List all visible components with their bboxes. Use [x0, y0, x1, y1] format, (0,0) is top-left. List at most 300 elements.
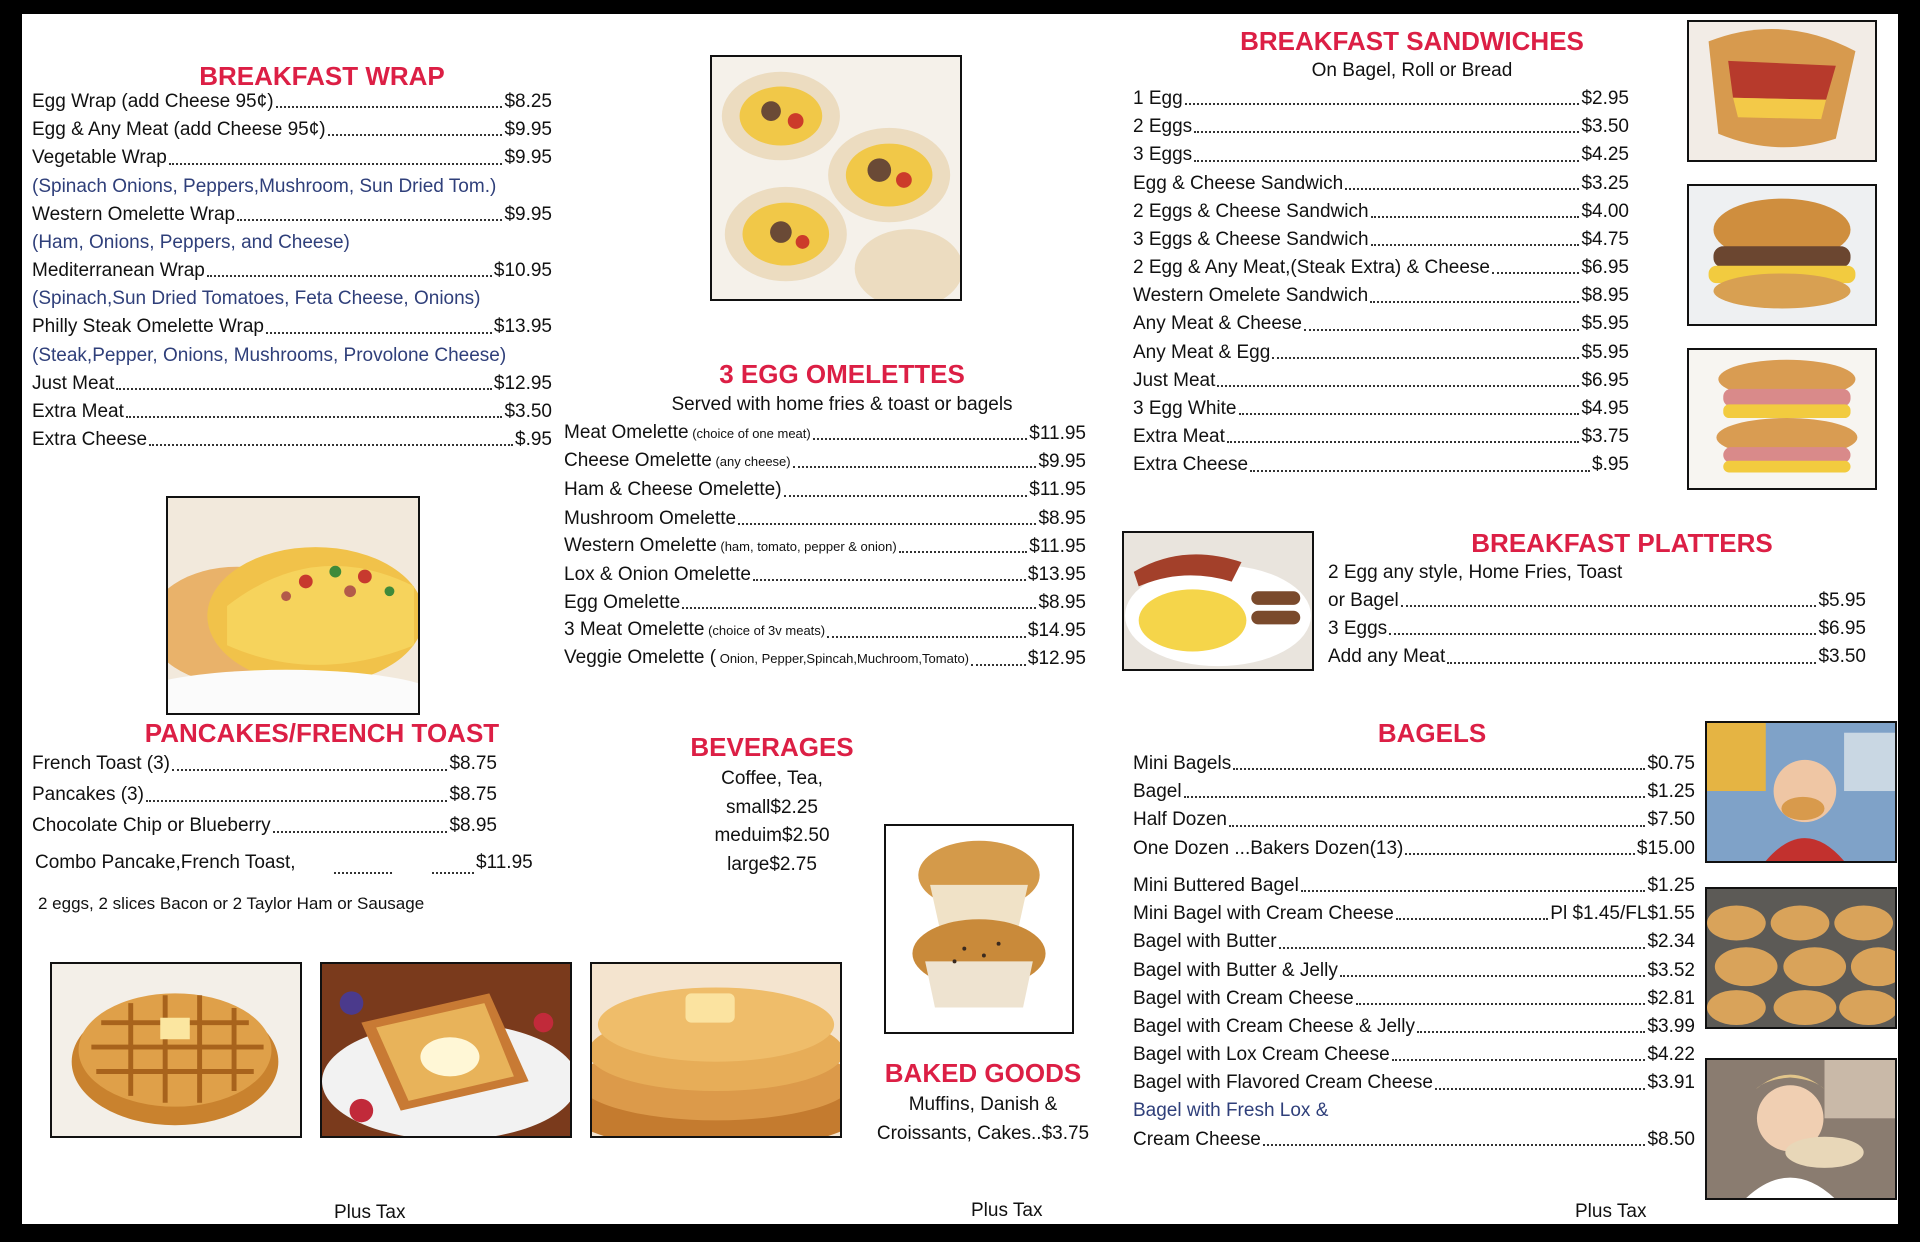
dot-leader	[1435, 1088, 1646, 1090]
menu-item-name	[1133, 1069, 1433, 1097]
menu-item-price: $2.81	[1647, 987, 1695, 1009]
menu-note	[32, 229, 552, 257]
menu-item-price: $3.75	[1581, 426, 1629, 448]
omelettes-title: 3 EGG OMELETTES	[719, 359, 965, 389]
bagels-list	[1133, 750, 1695, 863]
menu-item-name	[32, 313, 264, 341]
menu-item-price: $5.95	[1818, 589, 1866, 611]
menu-item	[1133, 367, 1629, 395]
pancakes-list	[32, 748, 497, 841]
bacon-sandwich-photo	[1687, 20, 1877, 162]
dot-leader	[1389, 633, 1816, 635]
dot-leader	[971, 664, 1026, 666]
sandwiches-list	[1133, 85, 1629, 480]
french-toast-photo	[320, 962, 572, 1138]
menu-item-label: Western Omelette	[564, 534, 717, 556]
menu-item-label: Ham & Cheese Omelette)	[564, 479, 782, 501]
menu-item-price: $4.95	[1581, 398, 1629, 420]
menu-item-price: $6.95	[1581, 257, 1629, 279]
menu-item-label: Mediterranean Wrap	[32, 260, 205, 282]
ham-sandwich-photo	[1687, 348, 1877, 490]
dot-leader	[1401, 605, 1817, 607]
menu-item-name	[1133, 339, 1270, 367]
dot-leader	[1279, 947, 1646, 949]
menu-item	[1133, 423, 1629, 451]
menu-item-name	[564, 505, 736, 533]
menu-item	[1133, 451, 1629, 479]
menu-note	[1133, 1098, 1695, 1126]
dot-leader	[1227, 441, 1580, 443]
menu-item-label: Cheese Omelette	[564, 450, 712, 472]
menu-item-name	[32, 748, 170, 779]
omelettes-list	[564, 420, 1086, 674]
menu-item	[564, 617, 1086, 645]
menu-item-label: Mini Bagel with Cream Cheese	[1133, 903, 1394, 925]
dot-leader	[1272, 357, 1579, 359]
menu-item-price: $9.95	[504, 203, 552, 225]
menu-item	[32, 810, 497, 841]
menu-note-text: (Spinach,Sun Dried Tomatoes, Feta Cheese, Onions)	[32, 288, 481, 310]
info-line: Croissants, Cakes..$3.75	[876, 1122, 1090, 1144]
menu-note	[32, 173, 552, 201]
menu-item-label: or Bagel	[1328, 589, 1399, 611]
dot-leader	[237, 219, 502, 221]
menu-note-text: Bagel with Fresh Lox &	[1133, 1100, 1329, 1122]
omelettes-subtitle: Served with home fries & toast or bagels	[671, 394, 1013, 415]
combo-name: Combo Pancake,French Toast,	[35, 852, 296, 873]
dot-leader	[273, 831, 448, 833]
menu-item	[1133, 339, 1629, 367]
combo-leader-2	[432, 872, 474, 874]
menu-item-label: Philly Steak Omelette Wrap	[32, 316, 264, 338]
menu-item	[1133, 254, 1629, 282]
plus-tax-left: Plus Tax	[334, 1202, 406, 1223]
menu-item	[564, 533, 1086, 561]
menu-item-price: $8.95	[1581, 285, 1629, 307]
menu-item-name	[1133, 113, 1192, 141]
menu-item-price: $12.95	[493, 372, 552, 394]
menu-item	[1133, 985, 1695, 1013]
omelette-photo	[166, 496, 420, 715]
menu-item-name	[1133, 395, 1237, 423]
bagels-tray-photo	[1705, 887, 1897, 1029]
menu-item-label: 3 Eggs & Cheese Sandwich	[1133, 228, 1369, 250]
pancakes-title: PANCAKES/FRENCH TOAST	[144, 718, 500, 748]
dot-leader	[1301, 890, 1646, 892]
dot-leader	[149, 444, 513, 446]
menu-item-price: $13.95	[493, 316, 552, 338]
toddler-bagel-photo	[1705, 1058, 1897, 1200]
pancakes-photo	[590, 962, 842, 1138]
menu-item-name	[1133, 85, 1183, 113]
menu-item	[564, 448, 1086, 476]
dot-leader	[172, 769, 447, 771]
menu-item-price: $4.00	[1581, 200, 1629, 222]
menu-item-name	[32, 810, 271, 841]
menu-item-label: Lox & Onion Omelette	[564, 563, 751, 585]
menu-item	[1133, 1069, 1695, 1097]
dot-leader	[1370, 301, 1579, 303]
menu-item-name	[1133, 872, 1299, 900]
menu-item-label: 3 Meat Omelette	[564, 619, 705, 641]
menu-item-label: Mini Bagels	[1133, 752, 1232, 774]
menu-item-name	[32, 426, 147, 454]
dot-leader	[116, 388, 492, 390]
menu-item	[1133, 311, 1629, 339]
menu-item-price: $6.95	[1818, 618, 1866, 640]
info-line: Muffins, Danish &	[908, 1094, 1058, 1115]
menu-item-label: Egg & Cheese Sandwich	[1133, 172, 1344, 194]
menu-item	[1133, 928, 1695, 956]
menu-item-label: Mushroom Omelette	[564, 507, 737, 529]
waffle-photo	[50, 962, 302, 1138]
menu-item-label: 3 Eggs	[1328, 618, 1388, 640]
menu-item	[1133, 900, 1695, 928]
menu-item-price: $2.95	[1581, 87, 1629, 109]
dot-leader	[1263, 1144, 1646, 1146]
menu-item-name	[1133, 1041, 1390, 1069]
menu-item-name	[32, 144, 167, 172]
combo-note: 2 eggs, 2 slices Bacon or 2 Taylor Ham or Sausage	[38, 894, 425, 913]
menu-item-label: Any Meat & Cheese	[1133, 313, 1302, 335]
menu-item-label: Vegetable Wrap	[32, 147, 167, 169]
menu-item-price: $.95	[1592, 454, 1629, 476]
child-bagel-photo	[1705, 721, 1897, 863]
dot-leader	[1194, 160, 1579, 162]
menu-item-name	[1133, 835, 1403, 863]
menu-item-price: $11.95	[1029, 422, 1086, 444]
sandwiches-title: BREAKFAST SANDWICHES	[1240, 26, 1584, 56]
menu-item-label: Pancakes (3)	[32, 784, 144, 805]
menu-item-price: $8.50	[1647, 1128, 1695, 1150]
beverages-title: BEVERAGES	[690, 732, 854, 762]
dot-leader	[276, 106, 503, 108]
dot-leader	[784, 495, 1028, 497]
menu-item-name	[564, 589, 680, 617]
menu-item-label: Chocolate Chip or Blueberry	[32, 815, 271, 836]
menu-item-price: $1.25	[1647, 781, 1695, 803]
menu-item-price: $13.95	[1027, 563, 1086, 585]
menu-item-price: $.95	[515, 429, 552, 451]
menu-item-name	[1133, 226, 1369, 254]
menu-item-price: $14.95	[1027, 620, 1086, 642]
menu-item-price: $8.95	[449, 815, 497, 836]
menu-item-label: Any Meat & Egg	[1133, 341, 1271, 363]
menu-item	[32, 370, 552, 398]
menu-item-price: $8.25	[504, 90, 552, 112]
menu-item-name	[1328, 615, 1387, 643]
dot-leader	[1184, 796, 1646, 798]
sandwiches-subtitle: On Bagel, Roll or Bread	[1311, 60, 1513, 81]
menu-item-price: $15.00	[1636, 837, 1695, 859]
info-line: large$2.75	[727, 853, 817, 875]
menu-item-name	[1133, 1126, 1261, 1154]
baked-goods-lines	[848, 1091, 1118, 1148]
dot-leader	[1371, 244, 1580, 246]
menu-item	[1133, 85, 1629, 113]
dot-leader	[1250, 470, 1590, 472]
dot-leader	[207, 275, 492, 277]
menu-item-label: Bagel	[1133, 781, 1182, 803]
menu-item-price: $2.34	[1647, 931, 1695, 953]
menu-item-detail: Onion, Pepper,Spincah,Muchroom,Tomato)	[716, 651, 970, 667]
dot-leader	[1396, 918, 1548, 920]
menu-item-label: 2 Eggs	[1133, 116, 1193, 138]
menu-item-label: 1 Egg	[1133, 87, 1183, 109]
menu-item-name	[1328, 587, 1399, 615]
menu-item-price: $9.95	[504, 119, 552, 141]
dot-leader	[1405, 853, 1635, 855]
menu-item-name	[564, 561, 751, 589]
menu-note-text: (Ham, Onions, Peppers, and Cheese)	[32, 231, 350, 253]
info-line: meduim$2.50	[714, 825, 830, 846]
menu-item-price: $9.95	[504, 147, 552, 169]
menu-item-price: $4.25	[1581, 144, 1629, 166]
menu-item	[32, 144, 552, 172]
menu-item	[1133, 872, 1695, 900]
menu-item-price: $3.52	[1647, 959, 1695, 981]
dot-leader	[1492, 272, 1579, 274]
menu-item-name	[32, 370, 114, 398]
menu-item-price: Pl $1.45/FL$1.55	[1550, 903, 1695, 925]
menu-item-price: $4.75	[1581, 228, 1629, 250]
dot-leader	[126, 416, 503, 418]
dot-leader	[1340, 975, 1646, 977]
menu-item-price: $3.50	[504, 401, 552, 423]
menu-item-price: $9.95	[1038, 451, 1086, 473]
menu-item-price: $8.75	[449, 753, 497, 774]
menu-note	[32, 342, 552, 370]
menu-item-label: Extra Cheese	[32, 429, 148, 451]
dot-leader	[1239, 413, 1580, 415]
menu-item	[32, 398, 552, 426]
menu-item-label: Just Meat	[32, 372, 115, 394]
menu-item	[1328, 615, 1866, 643]
menu-item-price: $3.50	[1581, 116, 1629, 138]
menu-item-name	[1133, 750, 1231, 778]
menu-item-price: $11.95	[1029, 535, 1086, 557]
menu-item-label: Egg Wrap (add Cheese 95¢)	[32, 90, 274, 112]
menu-item-label: Cream Cheese	[1133, 1128, 1261, 1150]
dot-leader	[1233, 768, 1645, 770]
menu-item-price: $4.22	[1647, 1044, 1695, 1066]
muffin-photo	[884, 824, 1074, 1034]
menu-item-label: Bagel with Cream Cheese	[1133, 987, 1354, 1009]
menu-item	[32, 88, 552, 116]
menu-item-name	[32, 88, 274, 116]
dot-leader	[1417, 1031, 1645, 1033]
menu-item-name	[1133, 282, 1368, 310]
menu-item	[564, 646, 1086, 674]
dot-leader	[1392, 1059, 1646, 1061]
info-line: Coffee, Tea,	[721, 768, 823, 789]
menu-item	[1133, 750, 1695, 778]
dot-leader	[813, 438, 1028, 440]
menu-item-name	[1133, 367, 1215, 395]
menu-item	[1133, 806, 1695, 834]
menu-item-label: Meat Omelette	[564, 421, 689, 443]
beverages-lines	[642, 765, 902, 879]
dot-leader	[146, 800, 448, 802]
menu-item-price: $1.25	[1647, 874, 1695, 896]
menu-item-name	[1133, 1013, 1415, 1041]
dot-leader	[738, 523, 1036, 525]
menu-item	[564, 420, 1086, 448]
breakfast-wrap-list	[32, 88, 552, 454]
menu-item-name	[1133, 928, 1277, 956]
dot-leader	[899, 551, 1028, 553]
menu-item-label: Extra Meat	[32, 401, 124, 423]
bagels-list-2	[1133, 872, 1695, 1154]
menu-item-label: Egg & Any Meat (add Cheese 95¢)	[32, 119, 326, 141]
menu-item-detail: (choice of 3v meats)	[704, 623, 826, 639]
plus-tax-right: Plus Tax	[1575, 1201, 1647, 1222]
dot-leader	[1185, 103, 1580, 105]
menu-item	[564, 561, 1086, 589]
menu-item	[32, 748, 497, 779]
breakfast-wrap-title: BREAKFAST WRAP	[199, 61, 445, 91]
menu-item-price: $8.95	[1038, 507, 1086, 529]
menu-item-label: Bagel with Butter & Jelly	[1133, 959, 1338, 981]
menu-item-price: $10.95	[493, 260, 552, 282]
menu-item-name	[32, 779, 144, 810]
menu-item-name	[32, 398, 124, 426]
menu-item-name	[564, 419, 811, 448]
menu-item	[1328, 643, 1866, 671]
platters-title: BREAKFAST PLATTERS	[1471, 528, 1773, 558]
menu-item	[1133, 141, 1629, 169]
menu-item	[564, 476, 1086, 504]
menu-item	[32, 257, 552, 285]
menu-item-name	[564, 476, 782, 504]
menu-item	[32, 314, 552, 342]
menu-item-price: $8.75	[449, 784, 497, 805]
menu-item-label: Extra Meat	[1133, 426, 1225, 448]
combo-price: $11.95	[476, 852, 533, 873]
menu-item-name	[1328, 643, 1445, 671]
menu-item-price: $0.75	[1647, 752, 1695, 774]
menu-item-label: Bagel with Butter	[1133, 931, 1277, 953]
menu-item-label: French Toast (3)	[32, 753, 170, 774]
menu-item-name	[1133, 254, 1490, 282]
dot-leader	[682, 607, 1036, 609]
dot-leader	[266, 332, 492, 334]
menu-item	[1133, 395, 1629, 423]
dot-leader	[827, 636, 1026, 638]
menu-item-label: One Dozen ...Bakers Dozen(13)	[1133, 837, 1404, 859]
menu-item-label: 3 Eggs	[1133, 144, 1193, 166]
menu-item-price: $3.25	[1581, 172, 1629, 194]
menu-item-name	[1133, 423, 1225, 451]
menu-item-name	[1133, 141, 1192, 169]
menu-item	[1133, 226, 1629, 254]
menu-item-price: $7.50	[1647, 809, 1695, 831]
dot-leader	[1194, 131, 1579, 133]
dot-leader	[1217, 385, 1579, 387]
platters-line1: 2 Egg any style, Home Fries, Toast	[1328, 562, 1623, 583]
menu-item	[1133, 1013, 1695, 1041]
menu-item-label: Mini Buttered Bagel	[1133, 874, 1299, 896]
menu-item	[1133, 1126, 1695, 1154]
menu-item-label: Bagel with Flavored Cream Cheese	[1133, 1072, 1433, 1094]
menu-item-label: Western Omelette Wrap	[32, 203, 236, 225]
dot-leader	[1229, 825, 1645, 827]
dot-leader	[1345, 188, 1579, 190]
menu-item-label: Half Dozen	[1133, 809, 1227, 831]
menu-item	[1328, 587, 1866, 615]
menu-sheet	[22, 14, 1898, 1224]
combo-leader	[334, 872, 392, 874]
menu-item-label: 2 Eggs & Cheese Sandwich	[1133, 200, 1369, 222]
menu-item	[1133, 778, 1695, 806]
plus-tax-center: Plus Tax	[971, 1200, 1043, 1221]
platters-list	[1328, 587, 1866, 672]
baked-goods-title: BAKED GOODS	[884, 1058, 1082, 1088]
menu-item	[32, 426, 552, 454]
menu-item-name	[32, 201, 235, 229]
menu-item-name	[564, 644, 969, 673]
menu-item-price: $5.95	[1581, 341, 1629, 363]
menu-item-name	[1133, 985, 1354, 1013]
menu-item	[1133, 113, 1629, 141]
menu-item-label: Egg Omelette	[564, 592, 681, 614]
menu-item-price: $6.95	[1581, 369, 1629, 391]
menu-item-price: $3.91	[1647, 1072, 1695, 1094]
menu-note	[32, 285, 552, 313]
info-line: small$2.25	[726, 796, 818, 818]
menu-item	[1133, 282, 1629, 310]
menu-item-label: Extra Cheese	[1133, 454, 1249, 476]
menu-item-detail: (choice of one meat)	[688, 425, 811, 441]
menu-item	[1133, 835, 1695, 863]
menu-item-name	[564, 532, 897, 561]
menu-item	[32, 116, 552, 144]
bagels-title: BAGELS	[1377, 718, 1487, 748]
menu-item-name	[1133, 957, 1338, 985]
menu-item-name	[564, 616, 825, 645]
menu-item-price: $11.95	[1029, 479, 1086, 501]
menu-item-label: 2 Egg & Any Meat,(Steak Extra) & Cheese	[1133, 257, 1490, 279]
menu-item	[1133, 170, 1629, 198]
menu-note-text: (Steak,Pepper, Onions, Mushrooms, Provolone Cheese)	[32, 344, 507, 366]
menu-item-name	[1133, 806, 1227, 834]
menu-item-name	[32, 116, 326, 144]
menu-item-detail: (ham, tomato, pepper & onion)	[716, 538, 897, 554]
dot-leader	[1356, 1003, 1646, 1005]
menu-item-name	[1133, 451, 1248, 479]
menu-item-label: Just Meat	[1133, 369, 1216, 391]
menu-item-price: $12.95	[1027, 648, 1086, 670]
menu-item-name	[564, 447, 791, 476]
dot-leader	[793, 466, 1037, 468]
menu-item-name	[1133, 198, 1369, 226]
menu-item-price: $5.95	[1581, 313, 1629, 335]
menu-item-name	[1133, 778, 1182, 806]
menu-item	[1133, 198, 1629, 226]
menu-item-price: $3.99	[1647, 1015, 1695, 1037]
wraps-photo	[710, 55, 962, 301]
menu-item-label: Bagel with Lox Cream Cheese	[1133, 1044, 1390, 1066]
menu-item-label: 3 Egg White	[1133, 398, 1237, 420]
menu-item	[32, 779, 497, 810]
sausage-sandwich-photo	[1687, 184, 1877, 326]
menu-item-name	[1133, 900, 1394, 928]
menu-note-text: (Spinach Onions, Peppers,Mushroom, Sun Dried Tom.)	[32, 175, 497, 197]
menu-item-label: Veggie Omelette (	[564, 647, 717, 669]
menu-item-name	[1133, 310, 1302, 338]
menu-item	[32, 201, 552, 229]
menu-item-name	[1133, 170, 1343, 198]
